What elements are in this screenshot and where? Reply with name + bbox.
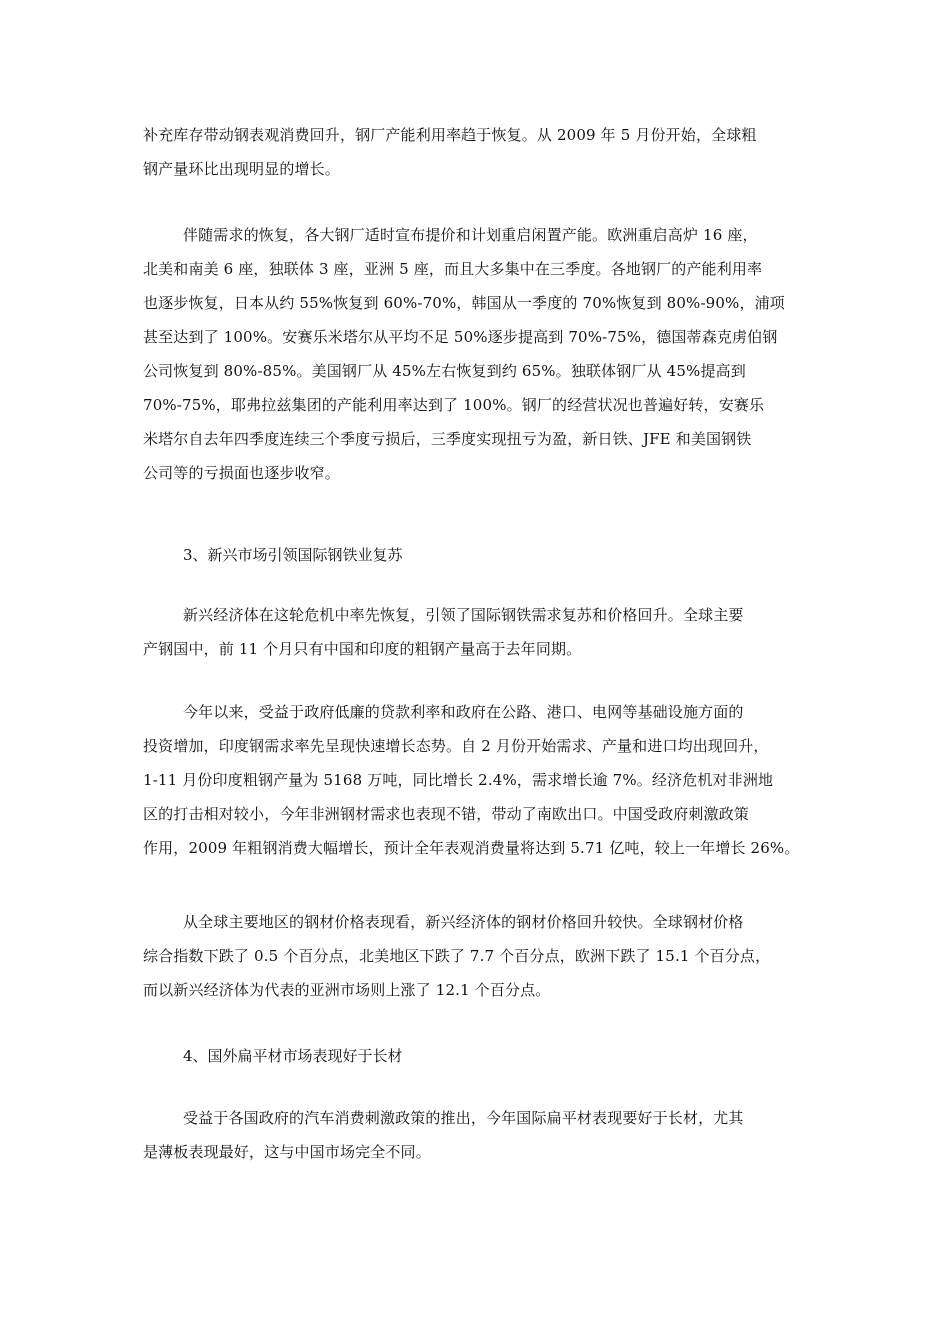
text-line: 钢产量环比出现明显的增长。: [143, 160, 340, 178]
text-line: 补充库存带动钢表观消费回升，钢厂产能利用率趋于恢复。从 2009 年 5 月份开始，全球粗: [143, 126, 757, 144]
text-line: 受益于各国政府的汽车消费刺激政策的推出，今年国际扁平材表现要好于长材，尤其: [183, 1109, 744, 1127]
text-line: 伴随需求的恢复，各大钢厂适时宣布提价和计划重启闲置产能。欧洲重启高炉 16 座，: [183, 226, 758, 244]
section-heading-4: 4、国外扁平材市场表现好于长材: [183, 1047, 403, 1065]
text-line: 甚至达到了 100%。安赛乐米塔尔从平均不足 50%逐步提高到 70%-75%，德国蒂森克虏伯钢: [143, 328, 778, 346]
text-line: 综合指数下跌了 0.5 个百分点，北美地区下跌了 7.7 个百分点，欧洲下跌了 15.1 个百分点，: [143, 947, 771, 965]
text-line: 70%-75%，耶弗拉兹集团的产能利用率达到了 100%。钢厂的经营状况也普遍好转，安赛乐: [143, 396, 765, 414]
paragraph-steel-consumption-recovery: [143, 118, 807, 186]
paragraph-india-china-demand: [143, 695, 807, 865]
text-line: 投资增加，印度钢需求率先呈现快速增长态势。自 2 月份开始需求、产量和进口均出现回升，: [143, 737, 769, 755]
section-heading-3: 3、新兴市场引领国际钢铁业复苏: [183, 546, 403, 564]
paragraph-flat-products: [143, 1101, 807, 1169]
text-line: 区的打击相对较小，今年非洲钢材需求也表现不错，带动了南欧出口。中国受政府刺激政策: [143, 805, 750, 823]
text-line: 1-11 月份印度粗钢产量为 5168 万吨，同比增长 2.4%，需求增长逾 7%。经济危机对非洲地: [143, 771, 774, 789]
text-line: 产钢国中，前 11 个月只有中国和印度的粗钢产量高于去年同期。: [143, 640, 582, 658]
text-line: 公司等的亏损面也逐步收窄。: [143, 464, 340, 482]
text-line: 从全球主要地区的钢材价格表现看，新兴经济体的钢材价格回升较快。全球钢材价格: [183, 913, 744, 931]
text-line: 新兴经济体在这轮危机中率先恢复，引领了国际钢铁需求复苏和价格回升。全球主要: [183, 606, 744, 624]
text-line: 今年以来，受益于政府低廉的贷款利率和政府在公路、港口、电网等基础设施方面的: [183, 703, 744, 721]
paragraph-capacity-utilization: [143, 218, 807, 490]
text-line: 北美和南美 6 座，独联体 3 座，亚洲 5 座，而且大多集中在三季度。各地钢厂的产能利用率: [143, 260, 763, 278]
text-line: 是薄板表现最好，这与中国市场完全不同。: [143, 1143, 431, 1161]
text-line: 而以新兴经济体为代表的亚洲市场则上涨了 12.1 个百分点。: [143, 981, 551, 999]
paragraph-emerging-economies: [143, 598, 807, 666]
text-line: 米塔尔自去年四季度连续三个季度亏损后，三季度实现扭亏为盈，新日铁、JFE 和美国钢铁: [143, 430, 752, 448]
paragraph-regional-prices: [143, 905, 807, 1007]
text-line: 也逐步恢复，日本从约 55%恢复到 60%-70%，韩国从一季度的 70%恢复到 80%-90%，浦项: [143, 294, 785, 312]
text-line: 作用，2009 年粗钢消费大幅增长，预计全年表观消费量将达到 5.71 亿吨，较上一年增长 26%。: [143, 839, 800, 857]
text-line: 公司恢复到 80%-85%。美国钢厂从 45%左右恢复到约 65%。独联体钢厂从 45%提高到: [143, 362, 746, 380]
